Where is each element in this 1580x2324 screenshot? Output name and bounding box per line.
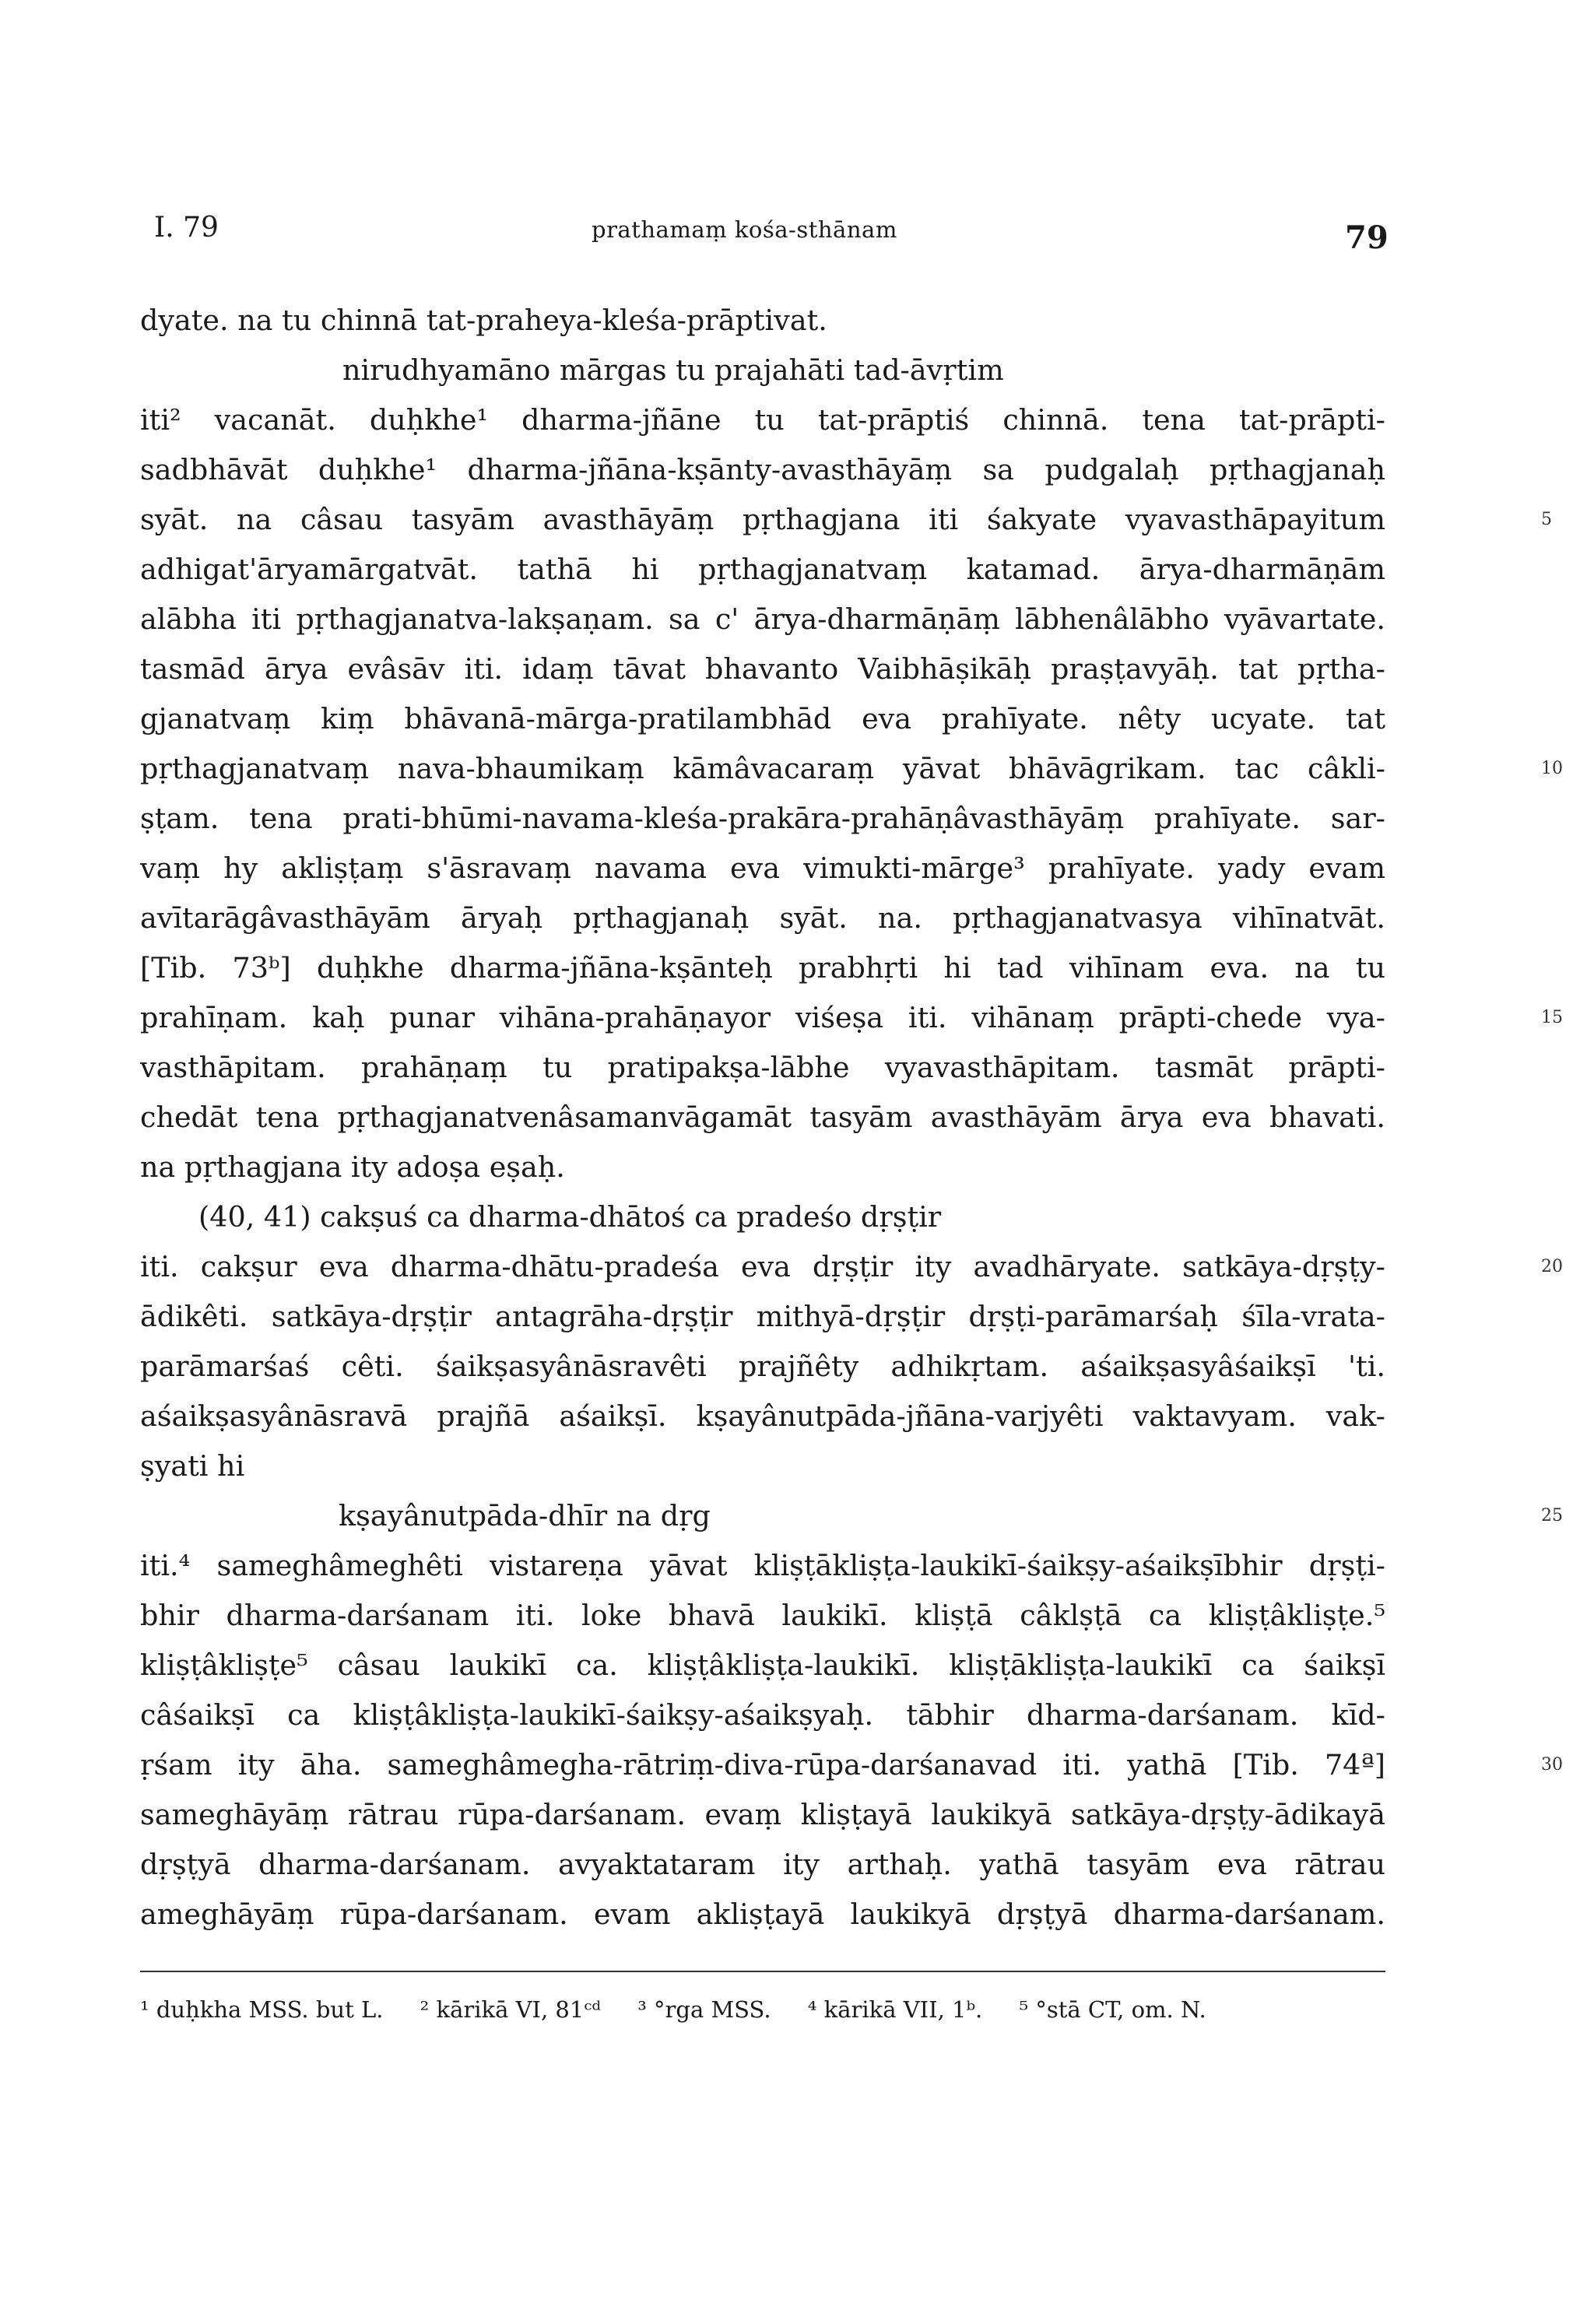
line-text: sameghāyāṃ rātrau rūpa-darśanam. evaṃ kliṣṭayā laukikyā satkāya-dṛṣṭy-ādikayā: [140, 1798, 1385, 1831]
text-line: [140, 1093, 1385, 1143]
line-number: 5: [1541, 510, 1552, 529]
line-text: pṛthagjanatvaṃ nava-bhaumikaṃ kāmâvacaraṃ yāvat bhāvāgrikam. tac câkli-: [140, 752, 1385, 785]
text-line: [140, 296, 1385, 346]
line-text: iti.⁴ sameghâmeghêti vistareṇa yāvat kliṣṭākliṣṭa-laukikī-śaikṣy-aśaikṣībhir dṛṣṭi-: [140, 1549, 1385, 1582]
text-line: [140, 495, 1552, 545]
text-line: [140, 844, 1385, 893]
line-text: nirudhyamāno mārgas tu prajahāti tad-āvṛtim: [342, 353, 1004, 387]
line-text: syāt. na câsau tasyām avasthāyāṃ pṛthagjana iti śakyate vyavasthāpayitum: [140, 503, 1385, 536]
text-line: [140, 1392, 1385, 1441]
line-text: kṣayânutpāda-dhīr na dṛg: [339, 1499, 711, 1532]
text-line: [140, 1441, 1385, 1491]
line-text: [Tib. 73ᵇ] duḥkhe dharma-jñāna-kṣānteḥ prabhṛti hi tad vihīnam eva. na tu: [140, 951, 1385, 985]
text-line: [140, 794, 1385, 844]
line-text: iti. cakṣur eva dharma-dhātu-pradeśa eva dṛṣṭir ity avadhāryate. satkāya-dṛṣṭy-: [140, 1250, 1385, 1283]
text-line: [140, 1292, 1385, 1342]
line-text: ameghāyāṃ rūpa-darśanam. evam akliṣṭayā laukikyā dṛṣṭyā dharma-darśanam.: [140, 1897, 1385, 1931]
running-header: prathamaṃ kośa-sthānam: [592, 216, 897, 243]
line-text: (40, 41) cakṣuś ca dharma-dhātoś ca pradeśo dṛṣṭir: [198, 1200, 942, 1234]
line-text: alābha iti pṛthagjanatva-lakṣaṇam. sa c' ārya-dharmāṇāṃ lābhenâlābho vyāvartate.: [140, 602, 1385, 636]
text-line: [140, 1591, 1385, 1641]
text-line: [140, 1192, 1385, 1242]
text-line: [140, 346, 1385, 395]
text-line: [140, 1043, 1385, 1093]
line-text: adhigat'āryamārgatvāt. tathā hi pṛthagjanatvaṃ katamad. ārya-dharmāṇām: [140, 553, 1385, 586]
line-text: chedāt tena pṛthagjanatvenâsamanvāgamāt tasyām avasthāyām ārya eva bhavati.: [140, 1101, 1385, 1134]
line-text: bhir dharma-darśanam iti. loke bhavā laukikī. kliṣṭā câklṣṭā ca kliṣṭâkliṣṭe.⁵: [140, 1599, 1385, 1632]
footnote-rule: [140, 1971, 1385, 1972]
line-text: sadbhāvāt duḥkhe¹ dharma-jñāna-kṣānty-avasthāyāṃ sa pudgalaḥ pṛthagjanaḥ: [140, 453, 1385, 486]
text-line: [140, 1491, 1563, 1541]
text-line: [140, 445, 1385, 495]
line-text: tasmād ārya evâsāv iti. idaṃ tāvat bhavanto Vaibhāṣikāḥ praṣṭavyāḥ. tat pṛtha-: [140, 652, 1385, 686]
text-line: [140, 893, 1385, 943]
footnote-3: ³ °rga MSS.: [637, 1996, 771, 2023]
line-text: ṣyati hi: [140, 1449, 245, 1483]
footnote-1: ¹ duḥkha MSS. but L.: [140, 1996, 384, 2023]
text-line: [140, 943, 1385, 993]
line-number: 10: [1541, 759, 1563, 778]
line-text: dṛṣṭyā dharma-darśanam. avyaktataram ity arthaḥ. yathā tasyām eva rātrau: [140, 1848, 1385, 1881]
line-text: vasthāpitam. prahāṇaṃ tu pratipakṣa-lābhe vyavasthāpitam. tasmāt prāpti-: [140, 1051, 1385, 1084]
text-line: [140, 395, 1385, 445]
text-line: [140, 993, 1563, 1043]
text-line: [140, 595, 1385, 644]
text-line: [140, 1890, 1385, 1940]
text-line: [140, 1641, 1385, 1690]
line-text: gjanatvaṃ kiṃ bhāvanā-mārga-pratilambhād eva prahīyate. nêty ucyate. tat: [140, 702, 1385, 735]
line-text: na pṛthagjana ity adoṣa eṣaḥ.: [140, 1150, 565, 1184]
footnote-4: ⁴ kārikā VII, 1ᵇ.: [807, 1996, 983, 2023]
line-text: aśaikṣasyânāsravā prajñā aśaikṣī. kṣayânutpāda-jñāna-varjyêti vaktavyam. vak-: [140, 1399, 1385, 1433]
text-line: [140, 1541, 1385, 1591]
text-line: [140, 1143, 1385, 1192]
text-line: [140, 1242, 1563, 1292]
line-text: ādikêti. satkāya-dṛṣṭir antagrāha-dṛṣṭir mithyā-dṛṣṭir dṛṣṭi-parāmarśaḥ śīla-vrata-: [140, 1300, 1385, 1333]
line-number: 30: [1541, 1755, 1563, 1775]
footnote-5: ⁵ °stā CT, om. N.: [1019, 1996, 1206, 2023]
text-line: [140, 1740, 1563, 1790]
line-text: câśaikṣī ca kliṣṭâkliṣṭa-laukikī-śaikṣy-aśaikṣyaḥ. tābhir dharma-darśanam. kīd-: [140, 1698, 1385, 1732]
line-text: vaṃ hy akliṣṭaṃ s'āsravaṃ navama eva vimukti-mārge³ prahīyate. yady evam: [140, 851, 1385, 885]
text-line: [140, 1342, 1385, 1392]
text-line: [140, 744, 1563, 794]
footnotes: [140, 1994, 1385, 2025]
page-number: 79: [1345, 219, 1389, 256]
text-line: [140, 1790, 1385, 1840]
text-line: [140, 545, 1385, 595]
line-text: avītarāgâvasthāyām āryaḥ pṛthagjanaḥ syāt. na. pṛthagjanatvasya vihīnatvāt.: [140, 901, 1385, 935]
line-text: kliṣṭâkliṣṭe⁵ câsau laukikī ca. kliṣṭâkliṣṭa-laukikī. kliṣṭākliṣṭa-laukikī ca śaikṣī: [140, 1648, 1385, 1682]
line-text: dyate. na tu chinnā tat-praheya-kleśa-prāptivat.: [140, 304, 827, 337]
footnote-2: ² kārikā VI, 81ᶜᵈ: [420, 1996, 601, 2023]
line-number: 15: [1541, 1008, 1563, 1027]
text-line: [140, 1690, 1385, 1740]
line-text: iti² vacanāt. duḥkhe¹ dharma-jñāne tu tat-prāptiś chinnā. tena tat-prāpti-: [140, 403, 1385, 437]
line-text: ṣṭam. tena prati-bhūmi-navama-kleśa-prakāra-prahāṇâvasthāyāṃ prahīyate. sar-: [140, 802, 1385, 835]
chapter-verse-ref: I. 79: [154, 212, 219, 244]
line-text: parāmarśaś cêti. śaikṣasyânāsravêti prajñêty adhikṛtam. aśaikṣasyâśaikṣī 'ti.: [140, 1350, 1385, 1383]
line-number: 25: [1541, 1506, 1563, 1525]
text-line: [140, 1840, 1385, 1890]
text-line: [140, 694, 1385, 744]
text-line: [140, 644, 1385, 694]
line-text: prahīṇam. kaḥ punar vihāna-prahāṇayor viśeṣa iti. vihānaṃ prāpti-chede vya-: [140, 1001, 1385, 1034]
line-text: ṛśam ity āha. sameghâmegha-rātriṃ-diva-rūpa-darśanavad iti. yathā [Tib. 74ª]: [140, 1748, 1385, 1782]
body-text: [140, 296, 1563, 1940]
line-number: 20: [1541, 1257, 1563, 1276]
